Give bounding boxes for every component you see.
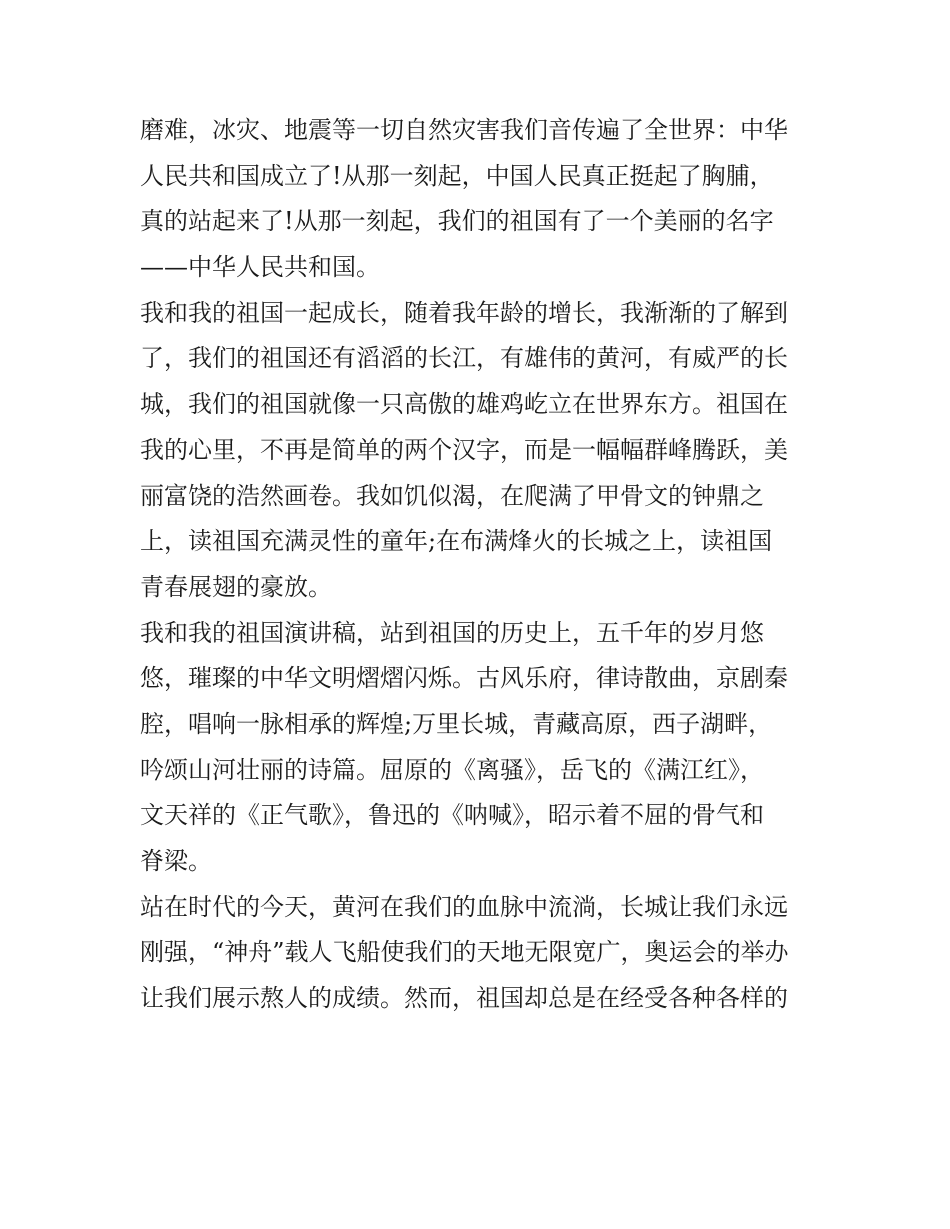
text-line: 吟颂山河壮丽的诗篇。屈原的《离骚》，岳飞的《满江红》， (140, 755, 764, 784)
text-line: 人民共和国成立了!从那一刻起，中国人民真正挺起了胸脯， (140, 161, 774, 190)
text-line: ——中华人民共和国。 (140, 253, 380, 282)
text-line: 刚强，“神舟”载人飞船使我们的天地无限宽广，奥运会的举办 (140, 938, 789, 967)
text-line: 磨难，冰灾、地震等一切自然灾害我们音传遍了全世界：中华 (140, 116, 788, 144)
text-line: 我的心里，不再是简单的两个汉字，而是一幅幅群峰腾跃，美 (140, 435, 788, 464)
text-line: 上，读祖国充满灵性的童年;在布满烽火的长城之上，读祖国 (140, 527, 773, 556)
text-line: 文天祥的《正气歌》，鲁迅的《呐喊》，昭示着不屈的骨气和 (140, 801, 764, 830)
text-line: 悠，璀璨的中华文明熠熠闪烁。古风乐府，律诗散曲，京剧秦 (140, 664, 788, 693)
text-line: 青春展翅的豪放。 (140, 572, 332, 601)
text-line: 让我们展示熬人的成绩。然而，祖国却总是在经受各种各样的 (140, 984, 788, 1013)
body-text (140, 108, 820, 1022)
text-line: 脊梁。 (140, 847, 212, 875)
text-line: 了，我们的祖国还有滔滔的长江，有雄伟的黄河，有威严的长 (140, 344, 788, 373)
text-line: 我和我的祖国演讲稿，站到祖国的历史上，五千年的岁月悠 (140, 618, 764, 647)
text-line: 我和我的祖国一起成长，随着我年龄的增长，我渐渐的了解到 (140, 298, 788, 327)
text-line: 真的站起来了!从那一刻起，我们的祖国有了一个美丽的名字 (140, 207, 774, 236)
text-line: 城，我们的祖国就像一只高傲的雄鸡屹立在世界东方。祖国在 (140, 390, 788, 419)
text-line: 站在时代的今天，黄河在我们的血脉中流淌，长城让我们永远 (140, 892, 788, 921)
text-line: 腔，唱响一脉相承的辉煌;万里长城，青藏高原，西子湖畔， (140, 709, 773, 738)
text-line: 丽富饶的浩然画卷。我如饥似渴，在爬满了甲骨文的钟鼎之 (140, 481, 764, 510)
